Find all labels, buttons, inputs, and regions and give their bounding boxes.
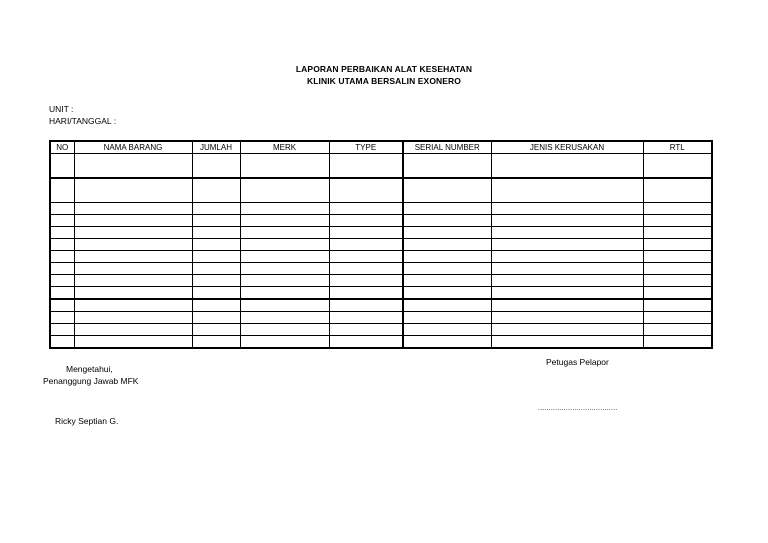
document-subtitle: KLINIK UTAMA BERSALIN EXONERO: [306, 76, 461, 86]
table-cell[interactable]: [491, 154, 643, 179]
repair-report-table: [49, 140, 713, 349]
table-cell[interactable]: [491, 275, 643, 287]
table-cell[interactable]: [192, 324, 240, 336]
table-cell[interactable]: [403, 178, 491, 203]
table-cell[interactable]: [491, 336, 643, 349]
table-cell[interactable]: [74, 178, 192, 203]
table-row: [50, 215, 712, 227]
table-cell[interactable]: [74, 154, 192, 179]
table-cell[interactable]: [192, 239, 240, 251]
table-row: [50, 287, 712, 300]
table-cell[interactable]: [643, 299, 712, 312]
date-label: HARI/TANGGAL :: [49, 116, 117, 126]
table-cell[interactable]: [192, 215, 240, 227]
col-header-serial-number: SERIAL NUMBER: [403, 141, 491, 154]
table-cell[interactable]: [643, 275, 712, 287]
table-cell[interactable]: [74, 227, 192, 239]
table-cell[interactable]: [50, 287, 74, 300]
table-row: [50, 324, 712, 336]
table-cell[interactable]: [403, 299, 491, 312]
table-cell[interactable]: [240, 203, 329, 215]
table-cell[interactable]: [329, 324, 403, 336]
table-cell[interactable]: [50, 203, 74, 215]
table-cell[interactable]: [240, 287, 329, 300]
acknowledge-label: Mengetahui,: [66, 364, 113, 374]
table-row: [50, 203, 712, 215]
table-cell[interactable]: [643, 263, 712, 275]
table-cell[interactable]: [643, 154, 712, 179]
table-header-row: [50, 141, 712, 154]
table-cell[interactable]: [50, 251, 74, 263]
table-cell[interactable]: [192, 263, 240, 275]
table-cell[interactable]: [74, 336, 192, 349]
table-row: [50, 312, 712, 324]
table-cell[interactable]: [240, 275, 329, 287]
table-cell[interactable]: [329, 251, 403, 263]
table-cell[interactable]: [240, 299, 329, 312]
responsible-name: Ricky Septian G.: [55, 416, 119, 426]
table-cell[interactable]: [50, 312, 74, 324]
table-cell[interactable]: [403, 227, 491, 239]
table-cell[interactable]: [643, 215, 712, 227]
table-cell[interactable]: [329, 336, 403, 349]
table-cell[interactable]: [329, 203, 403, 215]
table-cell[interactable]: [403, 251, 491, 263]
table-cell[interactable]: [491, 227, 643, 239]
table-cell[interactable]: [74, 263, 192, 275]
table-cell[interactable]: [192, 178, 240, 203]
table-cell[interactable]: [329, 287, 403, 300]
col-header-jumlah: JUMLAH: [192, 141, 240, 154]
table-row: [50, 178, 712, 203]
table-cell[interactable]: [74, 324, 192, 336]
table-cell[interactable]: [74, 287, 192, 300]
table-cell[interactable]: [192, 275, 240, 287]
table-cell[interactable]: [329, 215, 403, 227]
table-cell[interactable]: [403, 239, 491, 251]
table-cell[interactable]: [403, 287, 491, 300]
table-cell[interactable]: [50, 336, 74, 349]
table-cell[interactable]: [329, 178, 403, 203]
table-cell[interactable]: [643, 251, 712, 263]
table-row: [50, 154, 712, 179]
table-cell[interactable]: [491, 251, 643, 263]
table-cell[interactable]: [643, 227, 712, 239]
table-cell[interactable]: [403, 154, 491, 179]
table-cell[interactable]: [491, 324, 643, 336]
table-cell[interactable]: [643, 178, 712, 203]
table-cell[interactable]: [240, 154, 329, 179]
responsible-role: Penanggung Jawab MFK: [43, 376, 139, 386]
table-cell[interactable]: [50, 299, 74, 312]
table-cell[interactable]: [74, 275, 192, 287]
table-cell[interactable]: [74, 203, 192, 215]
table-row: [50, 239, 712, 251]
table-cell[interactable]: [192, 287, 240, 300]
table-cell[interactable]: [491, 312, 643, 324]
table-cell[interactable]: [74, 251, 192, 263]
table-cell[interactable]: [643, 239, 712, 251]
table-cell[interactable]: [192, 336, 240, 349]
table-cell[interactable]: [240, 336, 329, 349]
table-row: [50, 275, 712, 287]
table-cell[interactable]: [50, 178, 74, 203]
table-cell[interactable]: [403, 215, 491, 227]
table-cell[interactable]: [643, 312, 712, 324]
table-cell[interactable]: [329, 239, 403, 251]
table-cell[interactable]: [50, 227, 74, 239]
table-cell[interactable]: [240, 263, 329, 275]
table-cell[interactable]: [403, 312, 491, 324]
col-header-jenis-kerusakan: JENIS KERUSAKAN: [491, 141, 643, 154]
table-cell[interactable]: [403, 324, 491, 336]
table-cell[interactable]: [74, 239, 192, 251]
table-cell[interactable]: [74, 299, 192, 312]
table-cell[interactable]: [74, 215, 192, 227]
table-cell[interactable]: [643, 287, 712, 300]
table-cell[interactable]: [240, 215, 329, 227]
table-cell[interactable]: [329, 275, 403, 287]
table-row: [50, 251, 712, 263]
table-row: [50, 263, 712, 275]
table-cell[interactable]: [74, 312, 192, 324]
table-cell[interactable]: [192, 154, 240, 179]
table-cell[interactable]: [491, 239, 643, 251]
table-cell[interactable]: [240, 251, 329, 263]
table-cell[interactable]: [50, 215, 74, 227]
table-cell[interactable]: [491, 178, 643, 203]
table-cell[interactable]: [50, 263, 74, 275]
document-title: LAPORAN PERBAIKAN ALAT KESEHATAN: [295, 64, 473, 74]
table-cell[interactable]: [192, 227, 240, 239]
reporter-signature-line: .....................................: [538, 405, 618, 412]
reporter-role: Petugas Pelapor: [546, 357, 609, 367]
table-cell[interactable]: [192, 312, 240, 324]
table-cell[interactable]: [192, 299, 240, 312]
col-header-type: TYPE: [329, 141, 403, 154]
table-cell[interactable]: [240, 324, 329, 336]
table-cell[interactable]: [329, 154, 403, 179]
table-cell[interactable]: [643, 336, 712, 349]
table-cell[interactable]: [643, 324, 712, 336]
table-cell[interactable]: [403, 263, 491, 275]
table-row: [50, 299, 712, 312]
table-cell[interactable]: [50, 239, 74, 251]
table-cell[interactable]: [491, 203, 643, 215]
table-cell[interactable]: [491, 263, 643, 275]
table-row: [50, 336, 712, 349]
col-header-rtl: RTL: [643, 141, 712, 154]
table-cell[interactable]: [643, 203, 712, 215]
table-cell[interactable]: [240, 239, 329, 251]
table-cell[interactable]: [192, 203, 240, 215]
table-cell[interactable]: [403, 275, 491, 287]
table-cell[interactable]: [240, 178, 329, 203]
table-cell[interactable]: [50, 324, 74, 336]
table-cell[interactable]: [403, 336, 491, 349]
table-cell[interactable]: [491, 287, 643, 300]
table-cell[interactable]: [491, 215, 643, 227]
table-cell[interactable]: [329, 299, 403, 312]
table-cell[interactable]: [329, 312, 403, 324]
table-cell[interactable]: [240, 312, 329, 324]
col-header-nama-barang: NAMA BARANG: [74, 141, 192, 154]
table-cell[interactable]: [329, 227, 403, 239]
table-cell[interactable]: [240, 227, 329, 239]
table-cell[interactable]: [50, 275, 74, 287]
table-cell[interactable]: [403, 203, 491, 215]
col-header-merk: MERK: [240, 141, 329, 154]
table-cell[interactable]: [50, 154, 74, 179]
table-cell[interactable]: [491, 299, 643, 312]
unit-label: UNIT :: [49, 104, 74, 114]
table-cell[interactable]: [192, 251, 240, 263]
col-header-no: NO: [50, 141, 74, 154]
table-row: [50, 227, 712, 239]
table-cell[interactable]: [329, 263, 403, 275]
